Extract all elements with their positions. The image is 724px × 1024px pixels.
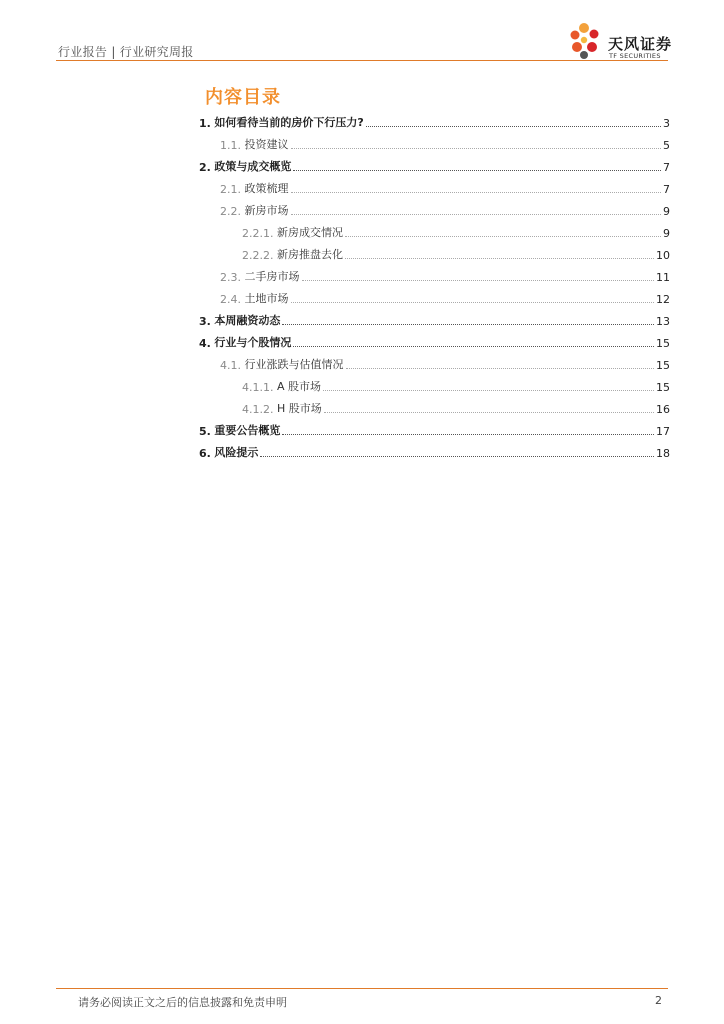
toc-leader-dots [282,324,654,325]
toc-leader-dots [345,258,654,259]
toc-entry-title: 投资建议 [244,138,289,151]
toc-entry-title: 新房推盘去化 [277,248,343,261]
toc-entry-title: 二手房市场 [244,270,300,283]
toc-entry-number: 4.1.2. [242,403,274,416]
toc-entry-number: 2.2.1. [242,227,274,240]
toc-entry-title: 新房成交情况 [277,226,343,239]
toc-entry-title: 如何看待当前的房价下行压力? [214,116,364,129]
toc-leader-dots [282,434,654,435]
toc-leader-dots [346,368,655,369]
toc-leader-dots [293,346,654,347]
toc-entry-number: 2.4. [220,293,241,306]
toc-entry-page: 5 [663,139,670,152]
toc-entry-number: 2.3. [220,271,241,284]
toc-leader-dots [291,302,655,303]
toc-entry-number: 1. [199,117,211,130]
toc-entry-number: 5. [199,425,211,438]
toc-entry-number: 2.2. [220,205,241,218]
toc-entry-number: 6. [199,447,211,460]
toc-entry-title: 新房市场 [244,204,289,217]
toc-entry-page: 9 [663,205,670,218]
logo-name-cn: 天风证券 [608,35,673,53]
toc-entry-page: 12 [656,293,670,306]
toc-entry[interactable] [199,310,670,328]
toc-entry-title: H 股市场 [277,402,322,415]
toc-entry-title: 行业涨跌与估值情况 [244,358,344,371]
toc-entry[interactable] [199,156,670,174]
toc-entry-page: 7 [663,183,670,196]
toc-leader-dots [291,214,662,215]
header-label: 行业报告 | 行业研究周报 [58,45,194,59]
toc-entry[interactable] [242,398,670,416]
toc-entry[interactable] [199,442,670,460]
logo-name-en: TF SECURITIES [609,52,661,60]
toc-entry-number: 4. [199,337,211,350]
page-number: 2 [655,994,662,1007]
toc-entry-page: 7 [663,161,670,174]
toc-entry-page: 16 [656,403,670,416]
toc-entry-page: 15 [656,359,670,372]
toc-entry-page: 18 [656,447,670,460]
toc-entry-number: 2.2.2. [242,249,274,262]
toc-entry-page: 3 [663,117,670,130]
toc-entry-title: A 股市场 [277,380,322,393]
toc-entry-title: 风险提示 [214,446,259,459]
toc-entry-number: 2.1. [220,183,241,196]
toc-entry[interactable] [220,288,670,306]
toc-entry[interactable] [220,200,670,218]
toc-entry[interactable] [199,332,670,350]
toc-entry[interactable] [242,244,670,262]
flower-logo-icon [568,22,606,62]
toc-entry[interactable] [199,420,670,438]
toc-entry-title: 政策与成交概览 [214,160,292,173]
toc-entry-page: 10 [656,249,670,262]
toc-leader-dots [366,126,661,127]
toc-leader-dots [291,148,662,149]
toc-entry[interactable] [199,112,670,130]
toc-entry-page: 15 [656,381,670,394]
toc-leader-dots [293,170,661,171]
toc-leader-dots [324,412,654,413]
toc-leader-dots [323,390,654,391]
toc-title: 内容目录 [205,87,281,108]
toc-entry-title: 行业与个股情况 [214,336,292,349]
toc-entry-title: 本周融资动态 [214,314,281,327]
toc-entry-title: 重要公告概览 [214,424,281,437]
toc-leader-dots [291,192,662,193]
toc-leader-dots [345,236,661,237]
toc-entry-page: 9 [663,227,670,240]
toc-entry[interactable] [242,222,670,240]
footer-disclaimer: 请务必阅读正文之后的信息披露和免责申明 [78,996,287,1009]
toc-leader-dots [302,280,655,281]
toc-entry[interactable] [242,376,670,394]
toc-entry-title: 土地市场 [244,292,289,305]
toc-entry[interactable] [220,354,670,372]
toc-entry[interactable] [220,134,670,152]
toc-entry-number: 3. [199,315,211,328]
toc-entry[interactable] [220,266,670,284]
toc-entry-page: 17 [656,425,670,438]
toc-entry-title: 政策梳理 [244,182,289,195]
footer-rule [56,988,668,989]
toc-entry[interactable] [220,178,670,196]
toc-entry-number: 4.1. [220,359,241,372]
toc-entry-number: 4.1.1. [242,381,274,394]
toc-entry-number: 1.1. [220,139,241,152]
toc-entry-page: 15 [656,337,670,350]
company-logo [568,22,678,62]
toc-entry-page: 13 [656,315,670,328]
toc-entry-number: 2. [199,161,211,174]
toc-leader-dots [260,456,654,457]
toc-entry-page: 11 [656,271,670,284]
